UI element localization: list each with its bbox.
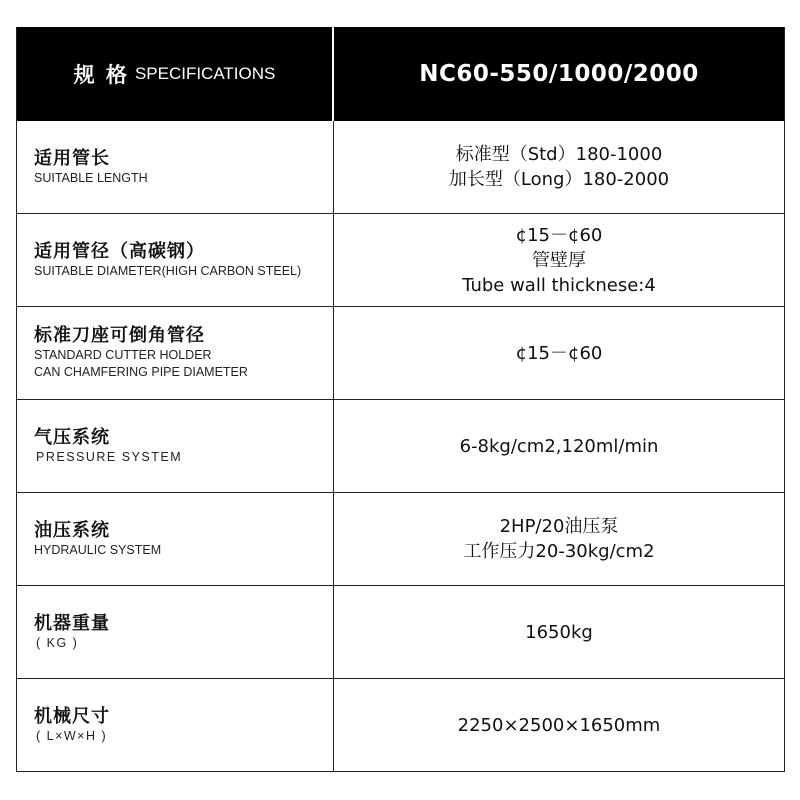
spec-value: 工作压力20-30kg/cm2 <box>463 541 655 562</box>
spec-value-cell <box>334 586 784 678</box>
spec-value: 2250×2500×1650mm <box>457 714 661 736</box>
spec-row-suitable-diameter <box>17 214 784 307</box>
spec-value-cell <box>334 214 784 306</box>
spec-row-chamfering-diameter <box>17 307 784 400</box>
spec-label-zh: 气压系统 <box>34 426 110 448</box>
spec-label-cell <box>17 214 334 306</box>
spec-label-en: ( L×W×H ) <box>36 728 108 743</box>
spec-row-machine-weight <box>17 586 784 679</box>
spec-row-suitable-length <box>17 121 784 214</box>
spec-value: 管壁厚 <box>532 249 586 271</box>
header-label-zh: 规 格 <box>73 63 129 87</box>
spec-label-cell <box>17 493 334 585</box>
spec-row-pressure-system <box>17 400 784 493</box>
spec-value: 1650kg <box>525 621 593 643</box>
spec-value: ¢15－¢60 <box>515 224 603 246</box>
spec-value-cell <box>334 493 784 585</box>
spec-value: 加长型（Long）180-2000 <box>448 169 670 190</box>
spec-label-en: STANDARD CUTTER HOLDER <box>34 348 212 362</box>
spec-label-en: PRESSURE SYSTEM <box>36 449 183 464</box>
spec-label-en: CAN CHAMFERING PIPE DIAMETER <box>34 365 248 379</box>
spec-label-cell <box>17 679 334 771</box>
spec-value: 6-8kg/cm2,120ml/min <box>459 435 659 457</box>
header-model-cell <box>334 27 784 121</box>
header-label-cell <box>17 27 334 121</box>
spec-value-cell <box>334 307 784 399</box>
model-number: NC60-550/1000/2000 <box>419 61 699 87</box>
table-header <box>17 27 784 121</box>
spec-value: ¢15－¢60 <box>515 342 603 364</box>
specifications-table <box>16 27 785 772</box>
spec-row-machine-dimensions <box>17 679 784 772</box>
spec-label-cell <box>17 586 334 678</box>
header-label-en: SPECIFICATIONS <box>134 64 276 83</box>
spec-label-zh: 机器重量 <box>34 612 110 634</box>
spec-label-zh: 机械尺寸 <box>34 705 110 727</box>
spec-value: Tube wall thicknese:4 <box>462 274 656 296</box>
spec-row-hydraulic-system <box>17 493 784 586</box>
spec-label-cell <box>17 400 334 492</box>
spec-label-en: ( KG ) <box>36 635 79 650</box>
spec-label-zh: 标准刀座可倒角管径 <box>34 325 205 346</box>
spec-label-cell <box>17 307 334 399</box>
spec-value-cell <box>334 121 784 213</box>
spec-value-cell <box>334 679 784 771</box>
spec-label-cell <box>17 121 334 213</box>
spec-label-zh: 适用管长 <box>34 147 110 169</box>
spec-label-en: SUITABLE LENGTH <box>34 170 148 185</box>
spec-label-en: SUITABLE DIAMETER(HIGH CARBON STEEL) <box>34 263 302 278</box>
spec-label-zh: 适用管径（高碳钢） <box>34 240 205 262</box>
spec-value-cell <box>334 400 784 492</box>
spec-label-zh: 油压系统 <box>34 519 110 541</box>
spec-value: 2HP/20油压泵 <box>499 516 619 537</box>
spec-value: 标准型（Std）180-1000 <box>455 144 663 165</box>
spec-label-en: HYDRAULIC SYSTEM <box>34 542 162 557</box>
